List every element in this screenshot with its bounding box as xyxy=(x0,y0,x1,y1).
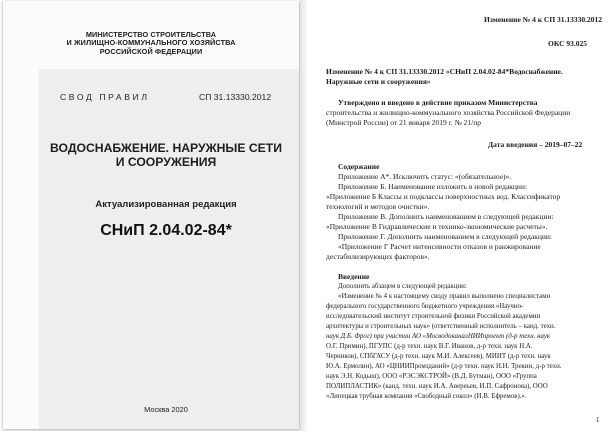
cover-title-line: ВОДОСНАБЖЕНИЕ. НАРУЖНЫЕ СЕТИ xyxy=(50,141,282,155)
intro-line: Черников), СПбГАСУ (д-р техн. наук М.И. Алексеев), МИИТ (д-р техн. наук xyxy=(326,353,551,360)
intro-line: архитектуры и строительных наук» (ответственный исполнитель – канд. техн. xyxy=(326,323,556,330)
intro-line: «Липецкая трубная компания «Свободный сокол» (И.В. Ефремов).». xyxy=(326,393,527,400)
oks-code: ОКС 93.025 xyxy=(548,39,588,48)
intro-line: «Изменение № 4 к настоящему своду правил выполнено специалистами xyxy=(338,293,551,300)
intro-line: ПОЛИПЛАСТИК» (канд. техн. наук И.А. Авереьев, И.П. Сафронова), ООО xyxy=(326,383,548,390)
ministry-name xyxy=(3,31,299,56)
amendment-title-line: Наружные сети и сооружения» xyxy=(326,77,431,86)
cover-title xyxy=(38,141,294,169)
contents-line: Приложение В. Дополнить наименованием в следующей редакции: xyxy=(338,212,554,221)
contents-line: технологий и методов очистки». xyxy=(326,202,430,211)
snip-code: СНиП 2.04.02-84* xyxy=(100,222,232,239)
page-number: 1 xyxy=(596,417,600,424)
intro-line: Ю.А. Ермолин), АО «ЦНИИПромзданий» (д-р техн. наук Н.Н. Трекин, д-р техн. xyxy=(326,363,562,370)
approved-line-text: Утверждено и введено в действие приказом Министерства xyxy=(338,98,538,107)
intro-line: наук Э.Н. Кодыш), ООО «РЭСЭКСТРОЙ» (В.Д. Бутман), ООО «Группа xyxy=(326,373,537,380)
edition-label: Актуализированная редакция xyxy=(95,199,237,210)
introduction-heading: Введение xyxy=(338,272,370,281)
contents-line: Приложение Б. Наименование изложить в новой редакции: xyxy=(338,182,528,191)
contents-line: «Приложение Г Расчет интенсивности отказов и ранжирование xyxy=(338,242,541,251)
contents-line: «Приложение Б Классы и подклассы поверхностных вод. Классификатор xyxy=(326,192,561,201)
cover-title-line: И СООРУЖЕНИЯ xyxy=(115,155,217,169)
intro-line: Дополнить абзацем в следующей редакции: xyxy=(338,283,467,290)
contents-line: Приложение Г. Дополнить наименованием в следующей редакции: xyxy=(338,232,552,241)
cover-page xyxy=(2,1,299,429)
doc-code: СП 31.13330.2012 xyxy=(199,92,272,102)
introduction-date: Дата введения – 2019–07–22 xyxy=(488,140,583,149)
page-fold xyxy=(300,0,308,431)
intro-line: исследовательский институт строительной физики Российской академии xyxy=(326,313,541,320)
doc-type-label: СВОД ПРАВИЛ xyxy=(60,92,150,102)
contents-line: дестабилизирующих факторов». xyxy=(326,252,430,261)
cover-gray-panel xyxy=(39,69,299,429)
approved-line: (Минстрой России) от 21 января 2019 г. № 21/пр xyxy=(326,118,481,127)
intro-line: наук Д.Б. Фрог) при участии АО «МосводоканалНИИпроект (д-р техн. наук xyxy=(326,333,551,340)
ministry-line: И ЖИЛИЩНО-КОММУНАЛЬНОГО ХОЗЯЙСТВА xyxy=(66,38,236,48)
contents-line: Приложение А*. Исключить статус: «(обязательное)». xyxy=(338,172,512,181)
approved-line: строительства и жилищно-коммунального хозяйства Российской Федерации xyxy=(326,108,571,117)
contents-heading: Содержание xyxy=(338,162,380,171)
amendment-header: Изменение № 4 к СП 31.13330.2012 xyxy=(484,15,603,24)
ministry-line: МИНИСТЕРСТВО СТРОИТЕЛЬСТВА xyxy=(85,30,217,39)
amendment-title-line: Изменение № 4 к СП 31.13330.2012 «СНиП 2.04.02-84*Водоснабжение. xyxy=(326,67,563,76)
approved-line xyxy=(338,98,538,107)
ministry-line: РОССИЙСКОЙ ФЕДЕРАЦИИ xyxy=(99,46,203,56)
intro-line: О.Г. Примин), ПГУПС (д-р техн. наук В.Г. Иванов, д-р техн. наук Н.А. xyxy=(326,343,533,350)
contents-line: «Приложение В Гидравлические и технико-экономические расчеты». xyxy=(326,222,548,231)
intro-line: федерального государственного бюджетного учреждения «Научно- xyxy=(326,303,524,310)
city-year: Москва 2020 xyxy=(144,405,188,414)
